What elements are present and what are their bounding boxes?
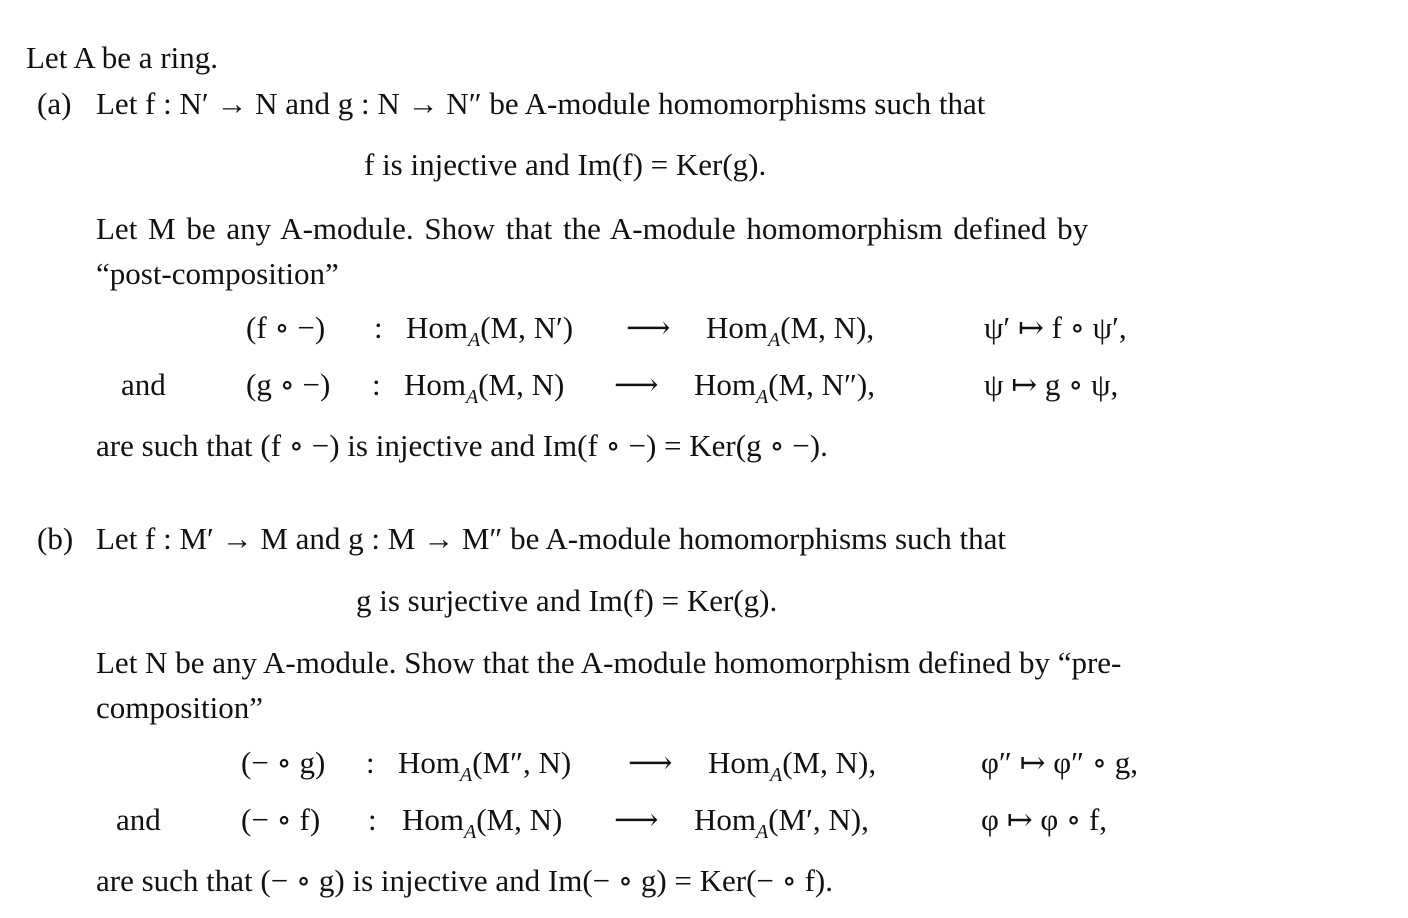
map-operator: (f ∘ −) — [246, 310, 326, 345]
map-domain: Hom$_A$(M, N) — [404, 367, 565, 408]
part-a-display-condition: f is injective and Im(f) = Ker(g). — [364, 147, 767, 182]
map-domain: Hom$_A$(M″, N) — [398, 745, 572, 786]
map-prefix: and — [116, 802, 161, 837]
map-rule: ψ′ ↦ f ∘ ψ′, — [984, 310, 1127, 345]
map-colon: : — [366, 745, 375, 780]
map-colon: : — [368, 802, 377, 837]
map-rule: φ″ ↦ φ″ ∘ g, — [981, 745, 1139, 780]
map-codomain: Hom$_A$(M, N″), — [694, 367, 875, 408]
map-operator: (− ∘ g) — [241, 745, 326, 780]
part-a-conclusion: are such that (f ∘ −) is injective and Im(f ∘ −) = Ker(g ∘ −). — [96, 428, 828, 463]
part-b-statement-line-cont: composition” — [96, 690, 264, 725]
map-rule: ψ ↦ g ∘ ψ, — [984, 367, 1119, 402]
part-b-conclusion: are such that (− ∘ g) is injective and Im(− ∘ g) = Ker(− ∘ f). — [96, 863, 834, 898]
part-b-hypothesis-line: Let f : M′ → M and g : M → M″ be A-module homomorphisms such that — [96, 521, 1007, 556]
part-a-label: (a) — [37, 86, 72, 121]
map-colon: : — [374, 310, 383, 345]
part-a-statement-line: Let M be any A-module. Show that the A-module homomorphism defined by — [96, 211, 1089, 246]
map-arrow: ⟶ — [628, 745, 673, 780]
map-rule: φ ↦ φ ∘ f, — [981, 802, 1108, 837]
map-arrow: ⟶ — [614, 367, 659, 402]
part-a-statement-line-cont: “post-composition” — [96, 256, 339, 291]
part-a-hypothesis-line: Let f : N′ → N and g : N → N″ be A-module homomorphisms such that — [96, 86, 986, 121]
map-arrow: ⟶ — [614, 802, 659, 837]
map-codomain: Hom$_A$(M, N), — [708, 745, 877, 786]
intro-line: Let A be a ring. — [26, 40, 218, 75]
map-operator: (g ∘ −) — [246, 367, 331, 402]
part-b-statement-line: Let N be any A-module. Show that the A-module homomorphism defined by “pre- — [96, 645, 1122, 680]
part-b-display-condition: g is surjective and Im(f) = Ker(g). — [356, 583, 778, 618]
map-prefix: and — [121, 367, 166, 402]
map-operator: (− ∘ f) — [241, 802, 321, 837]
map-codomain: Hom$_A$(M, N), — [706, 310, 875, 351]
map-domain: Hom$_A$(M, N) — [402, 802, 563, 843]
map-codomain: Hom$_A$(M′, N), — [694, 802, 869, 843]
map-arrow: ⟶ — [626, 310, 671, 345]
part-b-label: (b) — [37, 521, 74, 556]
map-domain: Hom$_A$(M, N′) — [406, 310, 574, 351]
map-colon: : — [372, 367, 381, 402]
